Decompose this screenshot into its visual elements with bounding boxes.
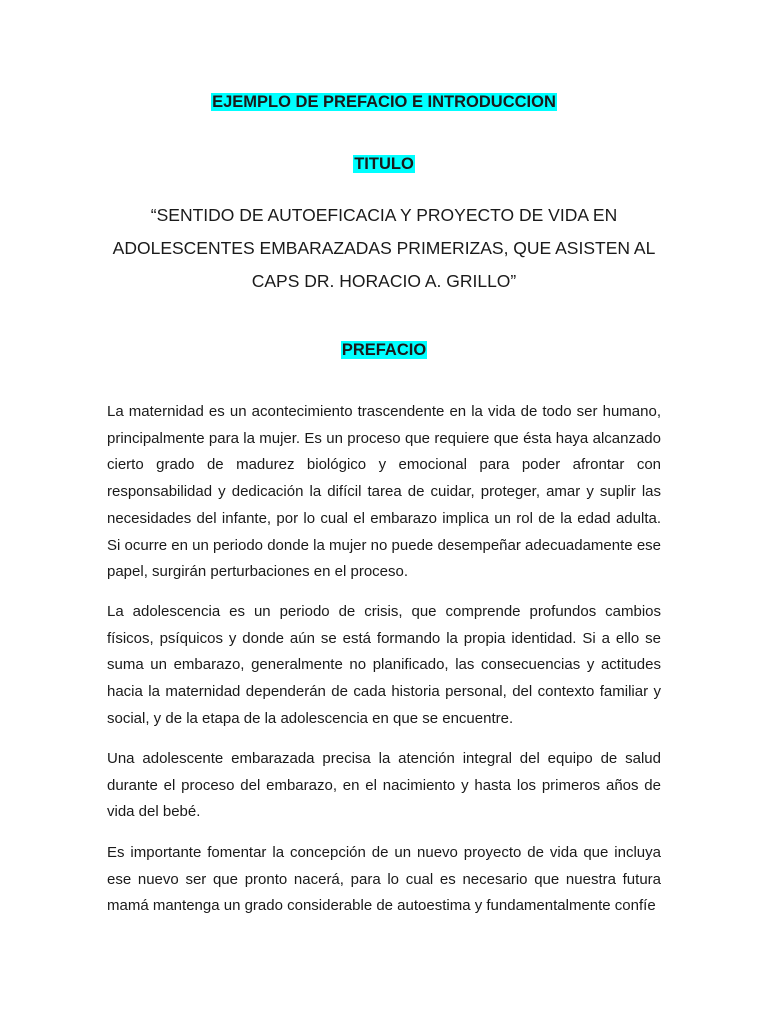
titulo-heading bbox=[0, 153, 768, 175]
title-line: CAPS DR. HORACIO A. GRILLO” bbox=[251, 271, 517, 291]
body-paragraph bbox=[107, 599, 661, 733]
title-line: “SENTIDO DE AUTOEFICACIA Y PROYECTO DE VIDA EN bbox=[150, 205, 618, 225]
body-paragraph bbox=[107, 399, 661, 586]
main-heading-text: EJEMPLO DE PREFACIO E INTRODUCCION bbox=[212, 93, 556, 111]
title-line: ADOLESCENTES EMBARAZADAS PRIMERIZAS, QUE ASISTEN AL bbox=[112, 238, 656, 258]
document-title bbox=[100, 199, 668, 298]
prefacio-heading bbox=[0, 339, 768, 361]
body-paragraph bbox=[107, 840, 661, 920]
prefacio-heading-text: PREFACIO bbox=[341, 341, 427, 359]
titulo-heading-text: TITULO bbox=[354, 155, 414, 173]
paragraph-text: La adolescencia es un periodo de crisis, que comprende profundos cambios físicos, psíquicos y donde aún se está formando la propia identidad. Si a ello se suma un embarazo, generalmente no planificado, las consecuencias y actitudes hacia la maternidad dependerán de cada historia personal, del contexto familiar y social, y de la etapa de la adolescencia en que se encuentre. bbox=[107, 603, 661, 727]
body-paragraph bbox=[107, 746, 661, 826]
main-heading bbox=[0, 91, 768, 113]
paragraph-text: La maternidad es un acontecimiento trascendente en la vida de todo ser humano, principalmente para la mujer. Es un proceso que requiere que ésta haya alcanzado cierto grado de madurez biológico y emocional para poder afrontar con responsabilidad y dedicación la difícil tarea de cuidar, proteger, amar y suplir las necesidades del infante, por lo cual el embarazo implica un rol de la edad adulta. Si ocurre en un periodo donde la mujer no puede desempeñar adecuadamente ese papel, surgirán perturbaciones en el proceso. bbox=[107, 403, 661, 581]
paragraph-text: Es importante fomentar la concepción de un nuevo proyecto de vida que incluya ese nuevo ser que pronto nacerá, para lo cual es necesario que nuestra futura mamá mantenga un grado considerable de autoestima y fundamentalmente confíe bbox=[107, 844, 661, 915]
paragraph-text: Una adolescente embarazada precisa la atención integral del equipo de salud durante el proceso del embarazo, en el nacimiento y hasta los primeros años de vida del bebé. bbox=[107, 750, 661, 821]
